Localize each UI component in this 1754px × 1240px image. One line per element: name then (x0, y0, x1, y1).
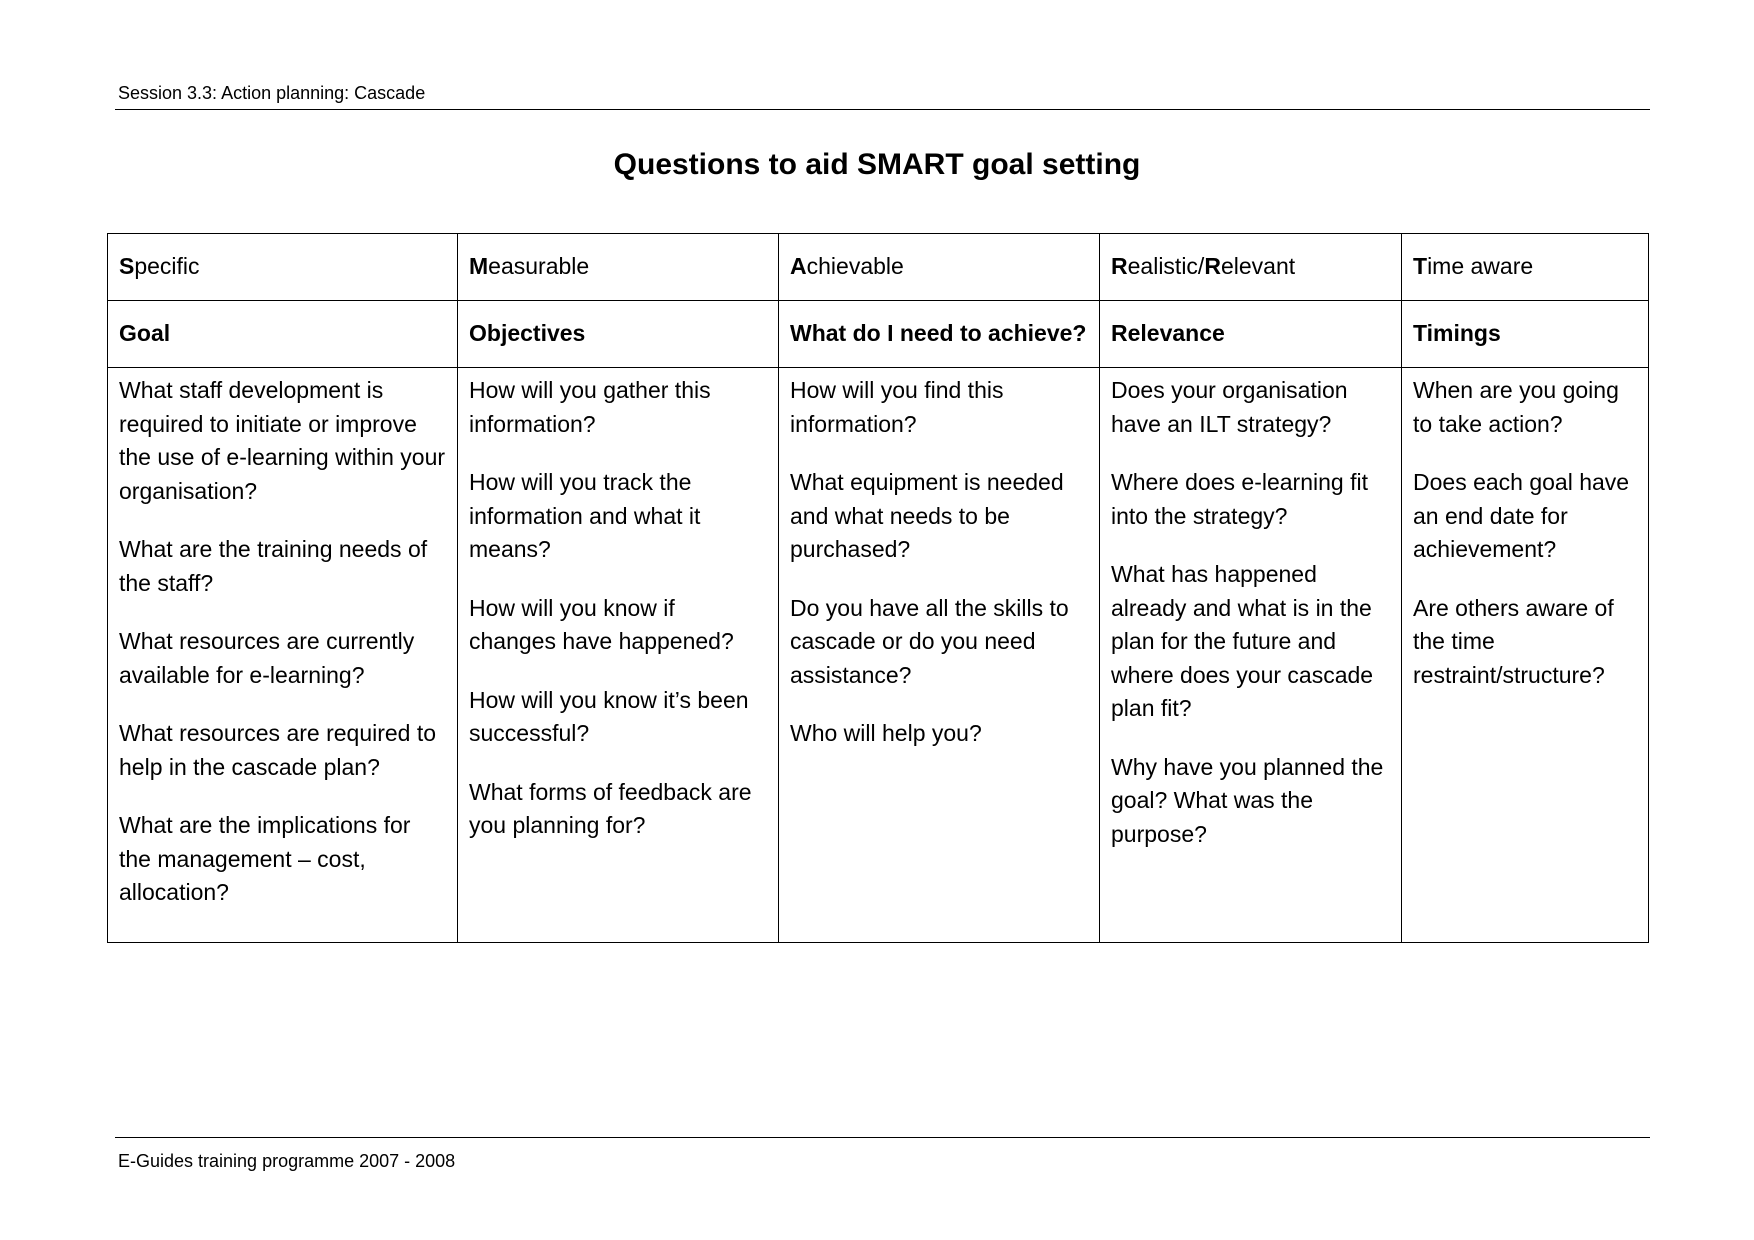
column-word: pecific (134, 253, 200, 280)
question: How will you track the information and what it means? (469, 469, 701, 562)
question: Who will help you? (790, 720, 982, 746)
smart-letter-row (108, 234, 1649, 301)
column-letter: A (790, 253, 807, 280)
question: What forms of feedback are you planning for? (469, 778, 752, 838)
question: Are others aware of the time restraint/structure? (1413, 594, 1614, 688)
column-word: ime aware (1427, 253, 1534, 280)
column-letter: R (1111, 253, 1128, 280)
question: How will you know if changes have happened? (469, 594, 734, 654)
column-word: chievable (806, 253, 904, 280)
question: Do you have all the skills to cascade or do you need assistance? (790, 594, 1069, 688)
column-time-aware (1402, 234, 1649, 301)
heading-objectives: Objectives (458, 301, 779, 368)
questions-row (108, 368, 1649, 943)
page-footer: E-Guides training programme 2007 - 2008 (118, 1151, 456, 1171)
question: What are the training needs of the staff? (119, 536, 428, 596)
column-word: ealistic/ (1127, 253, 1205, 280)
heading-row (108, 301, 1649, 368)
column-letter: R (1204, 253, 1221, 280)
question: Why have you planned the goal? What was the purpose? (1111, 753, 1384, 847)
question: Does each goal have an end date for achievement? (1413, 469, 1630, 562)
document-title: Questions to aid SMART goal setting (613, 148, 1141, 181)
question: When are you going to take action? (1413, 377, 1619, 437)
page-header: Session 3.3: Action planning: Cascade (118, 83, 426, 103)
header-divider (115, 109, 1650, 110)
question: What staff development is required to initiate or improve the use of e-learning within your organisation? (119, 377, 446, 504)
heading-achieve: What do I need to achieve? (779, 301, 1100, 368)
column-word: easurable (488, 253, 590, 280)
question: Where does e-learning fit into the strategy? (1111, 469, 1368, 529)
achieve-questions (779, 368, 1100, 943)
relevance-questions (1100, 368, 1402, 943)
question: How will you find this information? (790, 377, 1004, 437)
column-achievable (779, 234, 1100, 301)
column-measurable (458, 234, 779, 301)
column-word: elevant (1220, 253, 1296, 280)
question: What has happened already and what is in the plan for the future and where does your cascade plan fit? (1111, 561, 1374, 721)
question: What resources are currently available for e-learning? (119, 628, 415, 688)
question: Does your organisation have an ILT strategy? (1111, 377, 1348, 437)
heading-relevance: Relevance (1100, 301, 1402, 368)
footer-divider (115, 1137, 1650, 1138)
goal-questions (108, 368, 458, 943)
column-letter: S (119, 253, 135, 280)
timings-questions (1402, 368, 1649, 943)
question: How will you know it’s been successful? (469, 686, 749, 746)
smart-goal-table (107, 233, 1649, 943)
heading-goal: Goal (108, 301, 458, 368)
question: What equipment is needed and what needs to be purchased? (790, 469, 1064, 562)
heading-timings: Timings (1402, 301, 1649, 368)
column-letter: T (1413, 253, 1428, 280)
column-realistic-relevant (1100, 234, 1402, 301)
question: How will you gather this information? (469, 377, 711, 437)
column-letter: M (469, 253, 489, 280)
question: What are the implications for the management – cost, allocation? (119, 812, 411, 905)
column-specific (108, 234, 458, 301)
objectives-questions (458, 368, 779, 943)
question: What resources are required to help in the cascade plan? (119, 720, 437, 780)
